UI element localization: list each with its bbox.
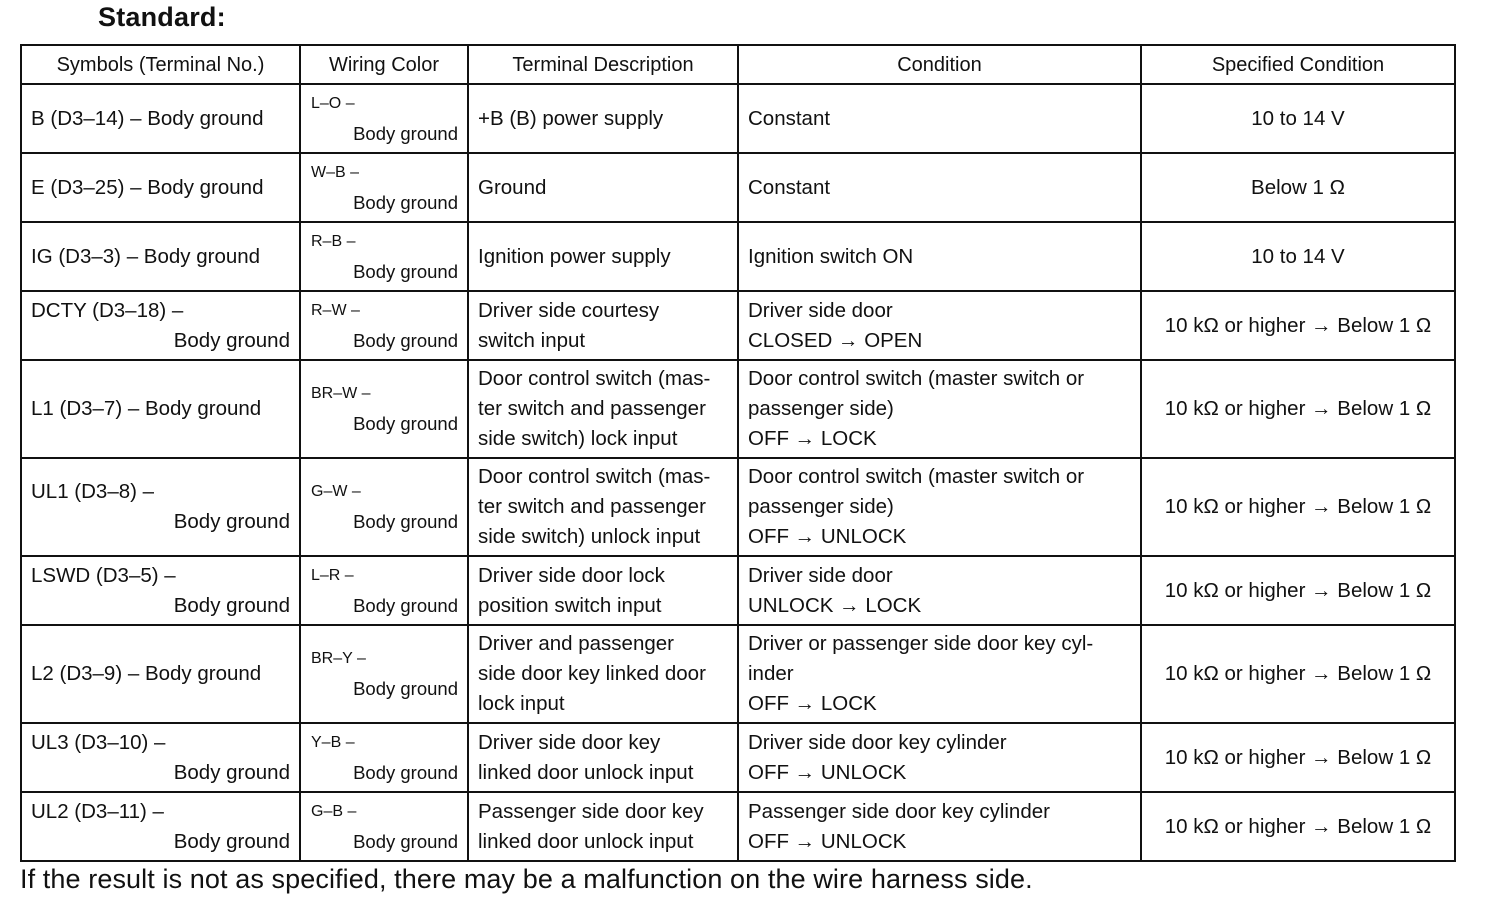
- condition-line: UNLOCK → LOCK: [748, 593, 922, 617]
- description-line: Driver and passenger: [478, 632, 674, 655]
- cell-specified-condition: [1141, 792, 1455, 861]
- cell-wiring-color: [300, 625, 468, 723]
- table-row: [21, 556, 1455, 625]
- wire-color-line: W–B –: [311, 163, 360, 181]
- wire-color-line: Body ground: [353, 122, 458, 144]
- description-line: Door control switch (mas-: [478, 367, 711, 390]
- wire-color-line: BR–W –: [311, 385, 371, 402]
- description-line: Door control switch (mas-: [478, 465, 711, 488]
- condition-line: Ignition switch ON: [748, 244, 914, 268]
- cell-symbol: [21, 222, 300, 291]
- specified-value: 10 kΩ or higher → Below 1 Ω: [1164, 814, 1432, 838]
- cell-wiring-color: [300, 291, 468, 360]
- description-line: side door key linked door: [478, 662, 706, 685]
- cell-specified-condition: [1141, 556, 1455, 625]
- cell-wiring-color: [300, 458, 468, 556]
- table-row: [21, 84, 1455, 153]
- description-line: Driver side door lock: [478, 563, 665, 587]
- condition-line: OFF → LOCK: [748, 427, 877, 450]
- condition-line: Door control switch (master switch or: [748, 465, 1085, 488]
- specified-value: 10 kΩ or higher → Below 1 Ω: [1164, 662, 1432, 685]
- wire-color-line: Body ground: [353, 830, 458, 852]
- description-line: linked door unlock input: [478, 760, 694, 784]
- wire-color-line: Body ground: [353, 260, 458, 282]
- terminal-spec-table: [20, 44, 1456, 862]
- symbol-line: L1 (D3–7) – Body ground: [31, 397, 262, 420]
- wire-color-line: BR–Y –: [311, 650, 366, 667]
- description-line: Ignition power supply: [478, 244, 671, 268]
- cell-symbol: [21, 723, 300, 792]
- cell-specified-condition: [1141, 723, 1455, 792]
- condition-line: OFF → LOCK: [748, 692, 877, 715]
- symbol-line: Body ground: [173, 593, 290, 617]
- specified-value: 10 kΩ or higher → Below 1 Ω: [1164, 745, 1432, 769]
- symbol-line: E (D3–25) – Body ground: [31, 175, 264, 199]
- condition-line: passenger side): [748, 397, 894, 420]
- description-line: +B (B) power supply: [478, 106, 664, 130]
- wire-color-line: L–R –: [311, 566, 354, 584]
- cell-symbol: [21, 556, 300, 625]
- cell-specified-condition: [1141, 291, 1455, 360]
- table-row: [21, 153, 1455, 222]
- column-header-specified-condition: Specified Condition: [1141, 45, 1455, 84]
- cell-terminal-description: [468, 458, 738, 556]
- cell-terminal-description: [468, 556, 738, 625]
- wire-color-line: Body ground: [353, 329, 458, 351]
- table-row: [21, 792, 1455, 861]
- cell-specified-condition: [1141, 458, 1455, 556]
- cell-condition: [738, 723, 1141, 792]
- cell-specified-condition: [1141, 84, 1455, 153]
- symbol-line: Body ground: [173, 510, 290, 533]
- description-line: linked door unlock input: [478, 829, 694, 853]
- table-row: [21, 360, 1455, 458]
- specified-value: 10 to 14 V: [1251, 244, 1345, 268]
- cell-condition: [738, 291, 1141, 360]
- wire-color-line: Y–B –: [311, 733, 355, 751]
- cell-symbol: [21, 792, 300, 861]
- description-line: switch input: [478, 328, 586, 352]
- description-line: Passenger side door key: [478, 799, 704, 823]
- condition-line: OFF → UNLOCK: [748, 525, 907, 548]
- cell-wiring-color: [300, 556, 468, 625]
- description-line: lock input: [478, 692, 565, 715]
- condition-line: Constant: [748, 106, 831, 130]
- condition-line: Driver side door key cylinder: [748, 730, 1007, 754]
- symbol-line: IG (D3–3) – Body ground: [31, 244, 261, 268]
- cell-terminal-description: [468, 291, 738, 360]
- cell-symbol: [21, 291, 300, 360]
- cell-terminal-description: [468, 792, 738, 861]
- symbol-line: Body ground: [173, 760, 290, 784]
- cell-terminal-description: [468, 625, 738, 723]
- symbol-line: UL3 (D3–10) –: [31, 730, 166, 754]
- wire-color-line: G–W –: [311, 483, 361, 500]
- cell-condition: [738, 792, 1141, 861]
- cell-condition: [738, 153, 1141, 222]
- cell-condition: [738, 458, 1141, 556]
- table-row: [21, 625, 1455, 723]
- symbol-line: L2 (D3–9) – Body ground: [31, 662, 262, 685]
- specified-value: 10 kΩ or higher → Below 1 Ω: [1164, 313, 1432, 337]
- cell-symbol: [21, 84, 300, 153]
- symbol-line: Body ground: [173, 328, 290, 352]
- cell-wiring-color: [300, 360, 468, 458]
- cell-condition: [738, 360, 1141, 458]
- wire-color-line: R–W –: [311, 301, 360, 319]
- specified-value: 10 kΩ or higher → Below 1 Ω: [1164, 397, 1432, 420]
- symbol-line: UL1 (D3–8) –: [31, 480, 155, 503]
- footer-note: If the result is not as specified, there may be a malfunction on the wire harness side.: [20, 864, 1033, 894]
- cell-specified-condition: [1141, 153, 1455, 222]
- description-line: ter switch and passenger: [478, 397, 706, 420]
- specified-value: 10 kΩ or higher → Below 1 Ω: [1164, 578, 1432, 602]
- wire-color-line: G–B –: [311, 802, 357, 820]
- column-header-condition: Condition: [738, 45, 1141, 84]
- wire-color-line: L–O –: [311, 94, 355, 112]
- cell-condition: [738, 84, 1141, 153]
- cell-symbol: [21, 360, 300, 458]
- table-row: [21, 222, 1455, 291]
- condition-line: OFF → UNLOCK: [748, 829, 907, 853]
- cell-condition: [738, 556, 1141, 625]
- cell-wiring-color: [300, 723, 468, 792]
- table-row: [21, 291, 1455, 360]
- specified-value: Below 1 Ω: [1251, 175, 1345, 199]
- column-header-terminal-description: Terminal Description: [468, 45, 738, 84]
- condition-line: Driver or passenger side door key cyl-: [748, 632, 1094, 655]
- symbol-line: Body ground: [173, 829, 290, 853]
- cell-terminal-description: [468, 222, 738, 291]
- section-heading: Standard:: [98, 2, 226, 32]
- cell-specified-condition: [1141, 222, 1455, 291]
- cell-terminal-description: [468, 360, 738, 458]
- wire-color-line: Body ground: [353, 511, 458, 532]
- cell-terminal-description: [468, 723, 738, 792]
- table-row: [21, 723, 1455, 792]
- description-line: Driver side door key: [478, 730, 661, 754]
- condition-line: Door control switch (master switch or: [748, 367, 1085, 390]
- condition-line: inder: [748, 662, 794, 685]
- cell-wiring-color: [300, 153, 468, 222]
- wire-color-line: Body ground: [353, 413, 458, 434]
- description-line: ter switch and passenger: [478, 495, 706, 518]
- cell-terminal-description: [468, 153, 738, 222]
- wire-color-line: Body ground: [353, 761, 458, 783]
- symbol-line: B (D3–14) – Body ground: [31, 106, 264, 130]
- specified-value: 10 to 14 V: [1251, 106, 1345, 130]
- cell-condition: [738, 625, 1141, 723]
- wire-color-line: Body ground: [353, 191, 458, 213]
- condition-line: Driver side door: [748, 563, 893, 587]
- description-line: position switch input: [478, 593, 662, 617]
- cell-terminal-description: [468, 84, 738, 153]
- description-line: Ground: [478, 175, 547, 199]
- cell-specified-condition: [1141, 360, 1455, 458]
- cell-wiring-color: [300, 84, 468, 153]
- wire-color-line: Body ground: [353, 678, 458, 699]
- cell-symbol: [21, 458, 300, 556]
- wire-color-line: Body ground: [353, 594, 458, 616]
- condition-line: Driver side door: [748, 298, 893, 322]
- specified-value: 10 kΩ or higher → Below 1 Ω: [1164, 495, 1432, 518]
- cell-wiring-color: [300, 222, 468, 291]
- symbol-line: DCTY (D3–18) –: [31, 298, 184, 322]
- cell-specified-condition: [1141, 625, 1455, 723]
- condition-line: passenger side): [748, 495, 894, 518]
- symbol-line: UL2 (D3–11) –: [31, 799, 164, 823]
- cell-condition: [738, 222, 1141, 291]
- condition-line: Passenger side door key cylinder: [748, 799, 1050, 823]
- table-body: [21, 84, 1455, 861]
- description-line: side switch) lock input: [478, 427, 678, 450]
- table-row: [21, 458, 1455, 556]
- header-row: [21, 45, 1455, 84]
- table-header: [21, 45, 1455, 84]
- column-header-wiring-color: Wiring Color: [300, 45, 468, 84]
- description-line: Driver side courtesy: [478, 298, 660, 322]
- cell-symbol: [21, 625, 300, 723]
- cell-symbol: [21, 153, 300, 222]
- cell-wiring-color: [300, 792, 468, 861]
- condition-line: CLOSED → OPEN: [748, 328, 923, 352]
- description-line: side switch) unlock input: [478, 525, 701, 548]
- wire-color-line: R–B –: [311, 232, 356, 250]
- column-header-symbols: Symbols (Terminal No.): [21, 45, 300, 84]
- condition-line: Constant: [748, 175, 831, 199]
- condition-line: OFF → UNLOCK: [748, 760, 907, 784]
- symbol-line: LSWD (D3–5) –: [31, 563, 176, 587]
